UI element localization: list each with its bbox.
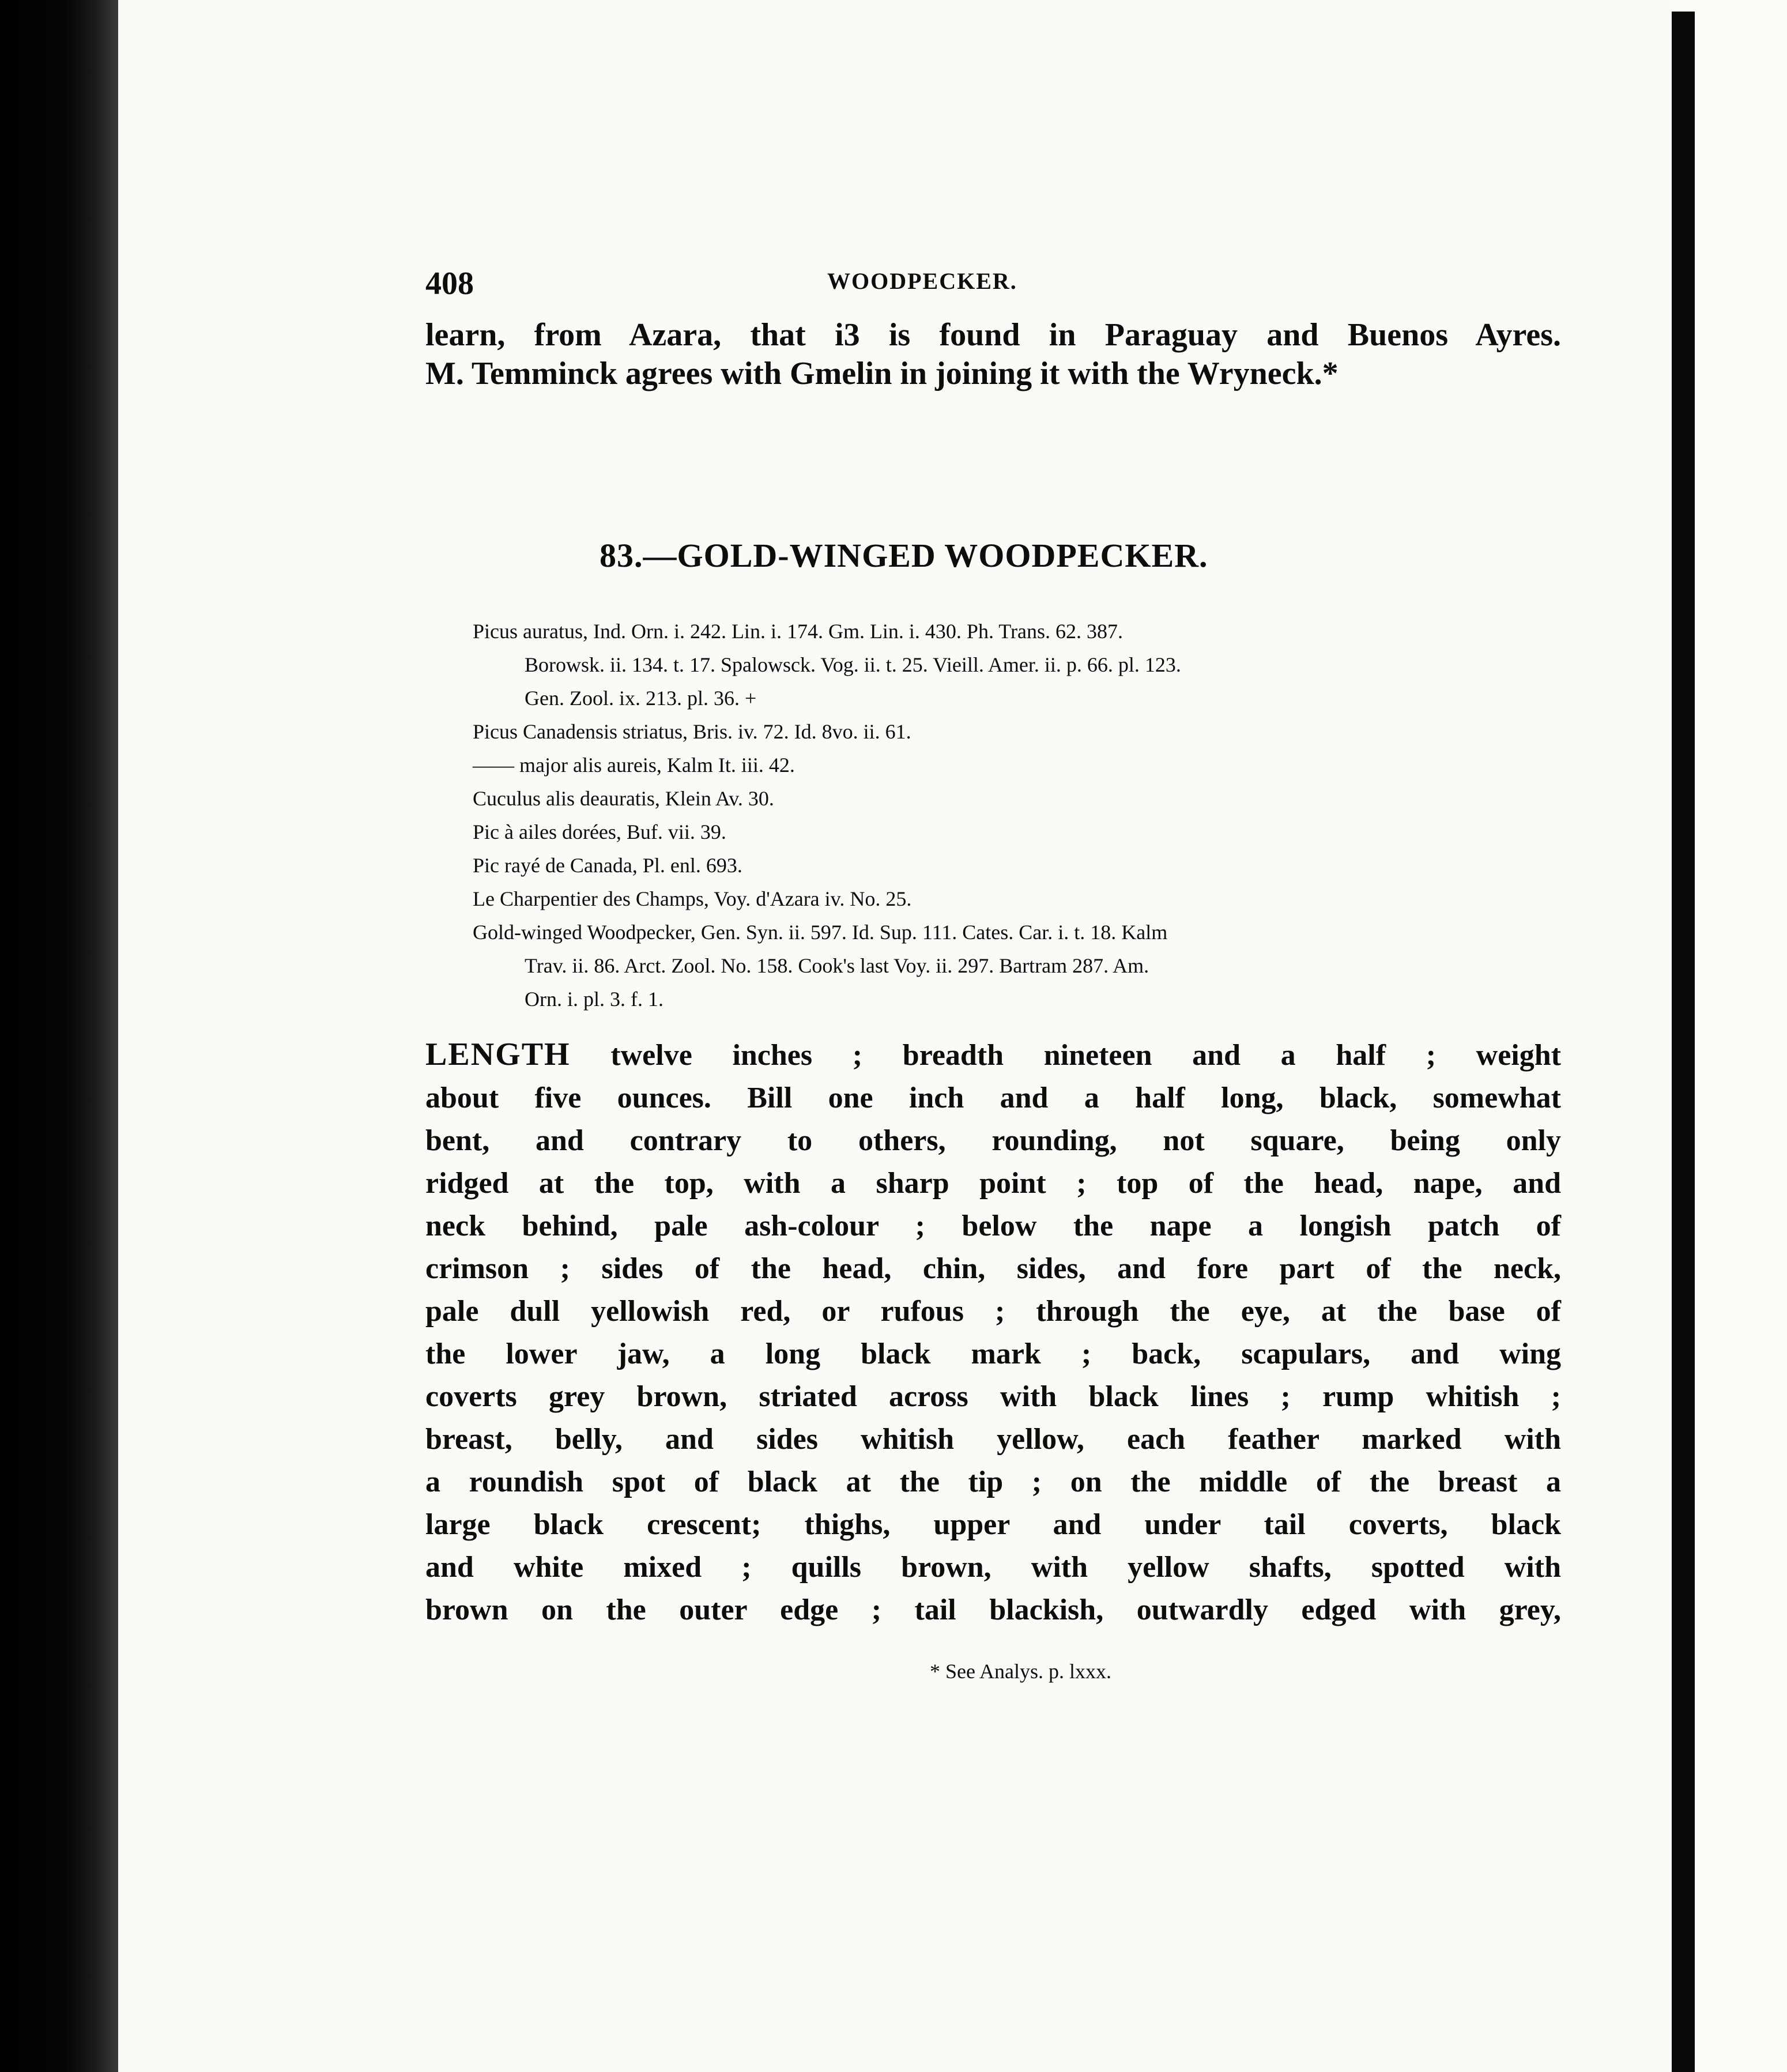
text-line: and white mixed ; quills brown, with yellow shafts, spotted with — [425, 1551, 1561, 1584]
text-line: LENGTH twelve inches ; breadth nineteen and a half ; weight — [425, 1037, 1561, 1072]
text-line: about five ounces. Bill one inch and a half long, black, somewhat — [425, 1082, 1561, 1114]
synonym-line: Picus auratus, Ind. Orn. i. 242. Lin. i. 174. Gm. Lin. i. 430. Ph. Trans. 62. 387. — [473, 620, 1124, 643]
text-line: brown on the outer edge ; tail blackish, outwardly edged with grey, — [425, 1593, 1561, 1626]
synonym-line: Pic à ailes dorées, Buf. vii. 39. — [473, 820, 726, 843]
synonym-line: Pic rayé de Canada, Pl. enl. 693. — [473, 854, 742, 877]
text-line: crimson ; sides of the head, chin, sides, and fore part of the neck, — [425, 1252, 1561, 1285]
synonym-line: Picus Canadensis striatus, Bris. iv. 72. Id. 8vo. ii. 61. — [473, 720, 911, 743]
synonym-line: Orn. i. pl. 3. f. 1. — [525, 988, 663, 1011]
text-line: pale dull yellowish red, or rufous ; through the eye, at the base of — [425, 1295, 1561, 1328]
scan-left-margin — [0, 0, 118, 2072]
page-number: 408 — [425, 266, 474, 302]
synonymy-list — [473, 615, 1441, 1016]
synonym-line: Gen. Zool. ix. 213. pl. 36. + — [525, 687, 757, 710]
synonym-line: Trav. ii. 86. Arct. Zool. No. 158. Cook's last Voy. ii. 297. Bartram 287. Am. — [525, 954, 1149, 977]
synonym-line: Gold-winged Woodpecker, Gen. Syn. ii. 597. Id. Sup. 111. Cates. Car. i. t. 18. Kalm — [473, 921, 1168, 944]
synonym-line: Le Charpentier des Champs, Voy. d'Azara iv. No. 25. — [473, 887, 912, 910]
running-title: WOODPECKER. — [827, 268, 1017, 294]
synonym-line: —— major alis aureis, Kalm It. iii. 42. — [473, 754, 795, 777]
species-description — [425, 1033, 1561, 1632]
previous-entry-text — [425, 316, 1561, 393]
text-line: bent, and contrary to others, rounding, not square, being only — [425, 1124, 1561, 1157]
synonym-line: Borowsk. ii. 134. t. 17. Spalowsck. Vog. ii. t. 25. Vieill. Amer. ii. p. 66. pl. 123. — [525, 653, 1181, 676]
description-lead-word: LENGTH — [425, 1037, 571, 1072]
text-line: coverts grey brown, striated across with black lines ; rump whitish ; — [425, 1380, 1561, 1413]
text-line: neck behind, pale ash-colour ; below the nape a longish patch of — [425, 1210, 1561, 1242]
scan-right-gutter — [1672, 12, 1695, 2072]
text-line: ridged at the top, with a sharp point ; top of the head, nape, and — [425, 1167, 1561, 1200]
text-line: learn, from Azara, that i3 is found in Paraguay and Buenos Ayres. — [425, 317, 1561, 353]
text-line: the lower jaw, a long black mark ; back, scapulars, and wing — [425, 1338, 1561, 1370]
section-title: 83.—GOLD-WINGED WOODPECKER. — [600, 537, 1208, 574]
text-line: a roundish spot of black at the tip ; on the middle of the breast a — [425, 1466, 1561, 1498]
footnote: * See Analys. p. lxxx. — [930, 1660, 1111, 1683]
text-line: M. Temminck agrees with Gmelin in joining it with the Wryneck.* — [425, 356, 1339, 391]
text-line: breast, belly, and sides whitish yellow, each feather marked with — [425, 1423, 1561, 1456]
synonym-line: Cuculus alis deauratis, Klein Av. 30. — [473, 787, 774, 810]
text-line: large black crescent; thighs, upper and under tail coverts, black — [425, 1508, 1561, 1541]
book-page — [118, 0, 1672, 2072]
